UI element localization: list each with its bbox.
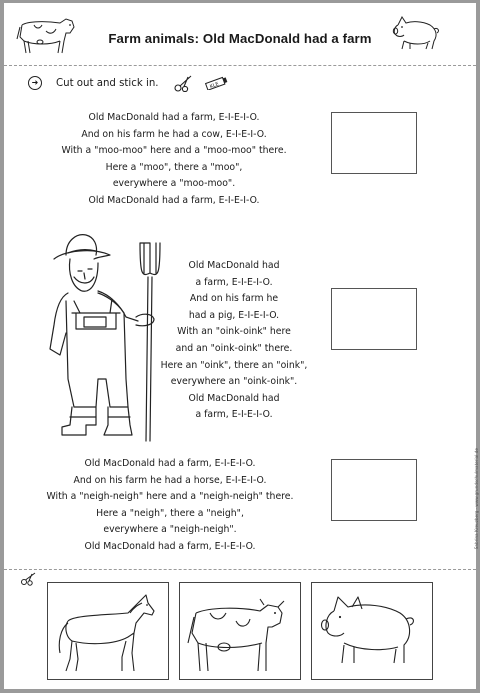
verse-line: Old MacDonald had a farm, E-I-E-I-O. xyxy=(88,112,260,123)
verse-line: everywhere a "moo-moo". xyxy=(112,178,236,190)
cutout-card-pig[interactable] xyxy=(311,582,433,680)
verse-line: Here an "oink", there an "oink", xyxy=(160,359,308,371)
verse-line: Old MacDonald had xyxy=(188,392,280,404)
scissors-icon xyxy=(20,572,38,586)
verse-line: a farm, E-I-E-I-O. xyxy=(195,409,273,421)
verse-line: a farm, E-I-E-I-O. xyxy=(195,276,273,288)
verse-line: Old MacDonald had a farm, E-I-E-I-O. xyxy=(88,194,260,206)
verse-line: With a "neigh-neigh" here and a "neigh-neigh" there. xyxy=(46,491,294,503)
cutout-strip xyxy=(4,569,476,688)
instruction-row xyxy=(28,74,229,92)
verse-line: everywhere a "neigh-neigh". xyxy=(103,524,237,536)
verse-line: With an "oink-oink" here xyxy=(177,326,291,338)
verse-line: Old MacDonald had xyxy=(188,260,280,271)
verse-line: and an "oink-oink" there. xyxy=(175,342,293,354)
header xyxy=(4,3,476,66)
verse-line: And on his farm he xyxy=(189,293,279,305)
verse-line: Here a "neigh", there a "neigh", xyxy=(96,507,244,519)
paste-box-pig[interactable] xyxy=(331,288,417,350)
verse-line: And on his farm he had a cow, E-I-E-I-O. xyxy=(81,128,267,140)
arrow-circle-icon: ➜ xyxy=(28,76,42,90)
side-credit: Sabrina Kreuzberg · www.grundschulmaterial.de xyxy=(474,448,479,550)
verse-line: had a pig, E-I-E-I-O. xyxy=(188,309,280,321)
scissors-icon xyxy=(173,74,195,92)
verse-line: And on his farm he had a horse, E-I-E-I-O. xyxy=(73,474,267,486)
cow-drawing xyxy=(180,583,300,679)
instruction-text: Cut out and stick in. xyxy=(56,77,159,89)
horse-drawing xyxy=(48,583,168,679)
verse-line: Old MacDonald had a farm, E-I-E-I-O. xyxy=(84,458,256,469)
verse-horse xyxy=(40,456,300,556)
page-title: Farm animals: Old MacDonald had a farm xyxy=(108,31,372,46)
paste-box-horse[interactable] xyxy=(331,459,417,521)
verse-line: With a "moo-moo" here and a "moo-moo" there. xyxy=(61,145,287,157)
cutout-card-cow[interactable] xyxy=(179,582,301,680)
worksheet-page xyxy=(4,3,479,689)
verse-line: everywhere an "oink-oink". xyxy=(170,376,298,388)
svg-text:KLE: KLE xyxy=(208,81,220,90)
paste-box-cow[interactable] xyxy=(331,112,417,174)
glue-stick-icon xyxy=(203,76,229,90)
pig-header-icon xyxy=(392,13,442,53)
verse-line: Here a "moo", there a "moo", xyxy=(105,161,243,173)
cutout-card-horse[interactable] xyxy=(47,582,169,680)
farmer-drawing xyxy=(40,229,168,445)
verse-line: Old MacDonald had a farm, E-I-E-I-O. xyxy=(84,540,256,552)
verse-pig xyxy=(154,258,314,424)
verse-cow xyxy=(44,110,304,210)
pig-drawing xyxy=(312,583,432,679)
